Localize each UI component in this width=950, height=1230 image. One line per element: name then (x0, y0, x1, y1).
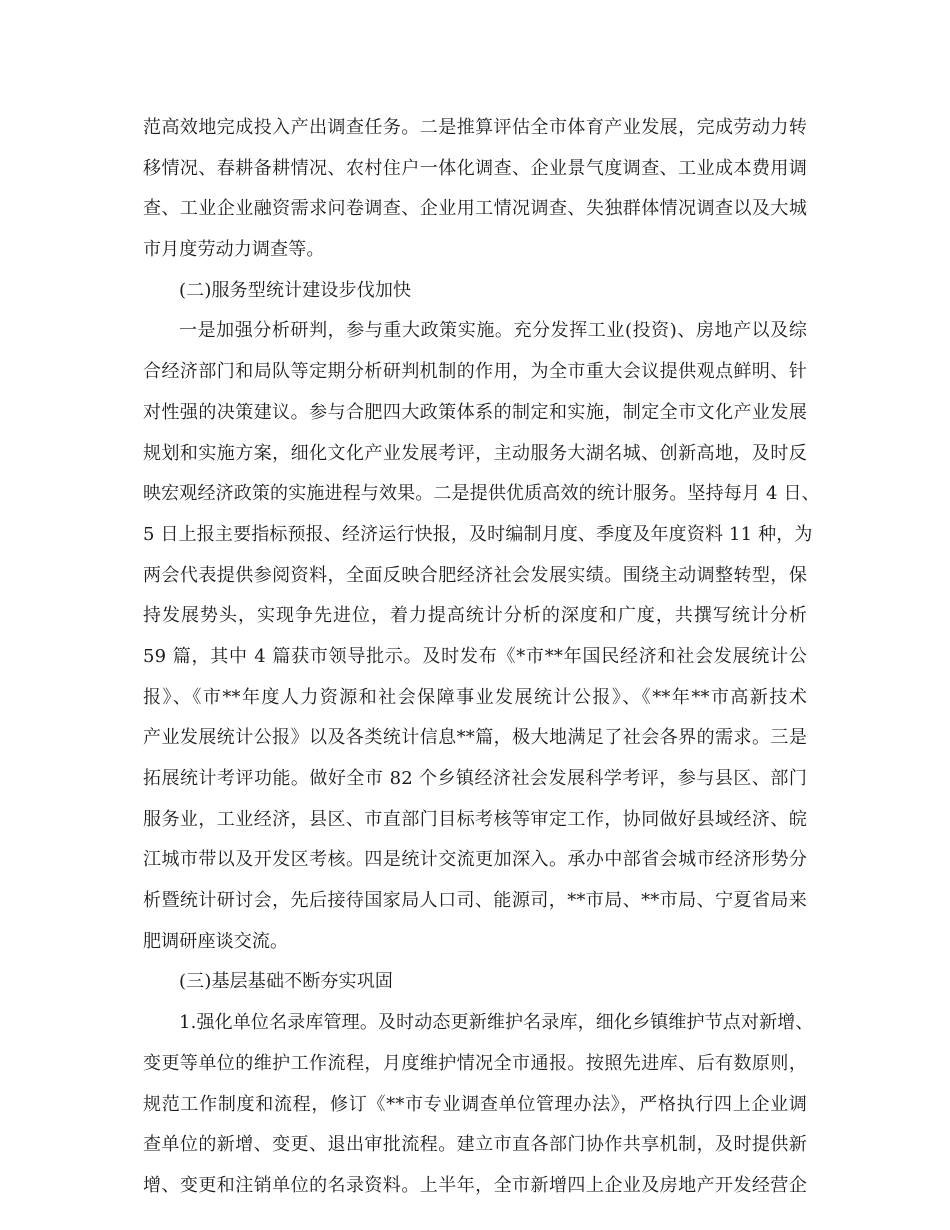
text-line: 移情况、春耕备耕情况、农村住户一体化调查、企业景气度调查、工业成本费用调 (143, 157, 807, 179)
text-line: 5 日上报主要指标预报、经济运行快报，及时编制月度、季度及年度资料 11 种，为 (143, 523, 813, 545)
text-line: 合经济部门和局队等定期分析研判机制的作用，为全市重大会议提供观点鲜明、针 (143, 361, 807, 383)
text-line: 1.强化单位名录库管理。及时动态更新维护名录库，细化乡镇维护节点对新增、 (179, 1012, 814, 1034)
text-line: 报》、《市**年度人力资源和社会保障事业发展统计公报》、《**年**市高新技术 (143, 686, 807, 708)
text-line: (三)基层基础不断夯实巩固 (179, 971, 393, 993)
text-line: 增、变更和注销单位的名录资料。上半年，全市新增四上企业及房地产开发经营企 (143, 1174, 807, 1196)
text-line: 规划和实施方案，细化文化产业发展考评，主动服务大湖名城、创新高地，及时反 (143, 442, 807, 464)
text-line: 两会代表提供参阅资料，全面反映合肥经济社会发展实绩。围绕主动调整转型，保 (143, 564, 807, 586)
text-line: 范高效地完成投入产出调查任务。二是推算评估全市体育产业发展，完成劳动力转 (143, 117, 807, 138)
text-line: 市月度劳动力调查等。 (143, 239, 325, 261)
text-line: 肥调研座谈交流。 (143, 930, 289, 952)
text-line: 产业发展统计公报》以及各类统计信息**篇，极大地满足了社会各界的需求。三是 (143, 727, 807, 749)
text-line: 规范工作制度和流程，修订《**市专业调查单位管理办法》，严格执行四上企业调 (143, 1093, 807, 1115)
text-line: 江城市带以及开发区考核。四是统计交流更加深入。承办中部省会城市经济形势分 (143, 849, 807, 871)
text-line: 查单位的新增、变更、退出审批流程。建立市直各部门协作共享机制，及时提供新 (143, 1134, 807, 1156)
text-line: 59 篇，其中 4 篇获市领导批示。及时发布《*市**年国民经济和社会发展统计公 (143, 645, 807, 667)
text-line: 映宏观经济政策的实施进程与效果。二是提供优质高效的统计服务。坚持每月 4 日、 (143, 483, 820, 505)
text-line: (二)服务型统计建设步伐加快 (179, 279, 412, 301)
text-line: 拓展统计考评功能。做好全市 82 个乡镇经济社会发展科学考评，参与县区、部门 (143, 768, 807, 789)
text-line: 持发展势头，实现争先进位，着力提高统计分析的深度和广度，共撰写统计分析 (143, 605, 807, 627)
text-line: 对性强的决策建议。参与合肥四大政策体系的制定和实施，制定全市文化产业发展 (143, 401, 807, 423)
text-line: 析暨统计研讨会，先后接待国家局人口司、能源司，**市局、**市局、宁夏省局来 (143, 890, 807, 912)
body-text (143, 108, 820, 1207)
text-line: 一是加强分析研判，参与重大政策实施。充分发挥工业(投资)、房地产以及综 (179, 320, 807, 342)
text-line: 变更等单位的维护工作流程，月度维护情况全市通报。按照先进库、后有数原则， (143, 1052, 807, 1074)
text-line: 服务业，工业经济，县区、市直部门目标考核等审定工作，协同做好县域经济、皖 (143, 808, 807, 830)
text-line: 查、工业企业融资需求问卷调查、企业用工情况调查、失独群体情况调查以及大城 (143, 198, 807, 220)
